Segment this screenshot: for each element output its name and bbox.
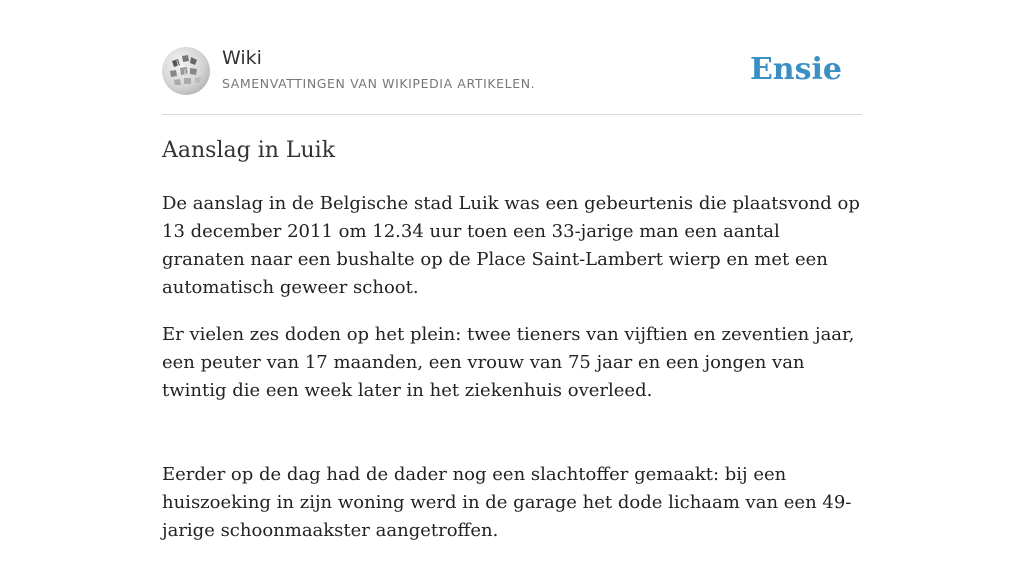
paragraph-spacer (162, 424, 862, 461)
wikipedia-globe-icon[interactable] (162, 47, 210, 95)
brand-logo[interactable]: Ensie (749, 52, 842, 87)
site-name[interactable]: Wiki (222, 47, 262, 69)
svg-text:Ω: Ω (184, 69, 189, 76)
page-title: Aanslag in Luik (162, 138, 336, 163)
article-paragraph: Er vielen zes doden op het plein: twee tieners van vijftien en zeventien jaar, een peuter van 17 maanden, een vrouw van 75 jaar en een jongen van twintig die een week later in het ziekenhuis overleed. (162, 324, 855, 401)
svg-text:W: W (176, 60, 184, 68)
site-tagline: SAMENVATTINGEN VAN WIKIPEDIA ARTIKELEN. (222, 76, 536, 91)
site-header (162, 44, 862, 115)
article-paragraph: Eerder op de dag had de dader nog een slachtoffer gemaakt: bij een huiszoeking in zijn woning werd in de garage het dode lichaam van een 49-jarige schoonmaakster aangetroffen. (162, 464, 852, 541)
article-paragraph: De aanslag in de Belgische stad Luik was een gebeurtenis die plaatsvond op 13 december 2011 om 12.34 uur toen een 33-jarige man een aantal granaten naar een bushalte op de Place Saint-Lambert wierp en met een automatisch geweer schoot. (162, 193, 860, 298)
article-body (162, 190, 862, 564)
